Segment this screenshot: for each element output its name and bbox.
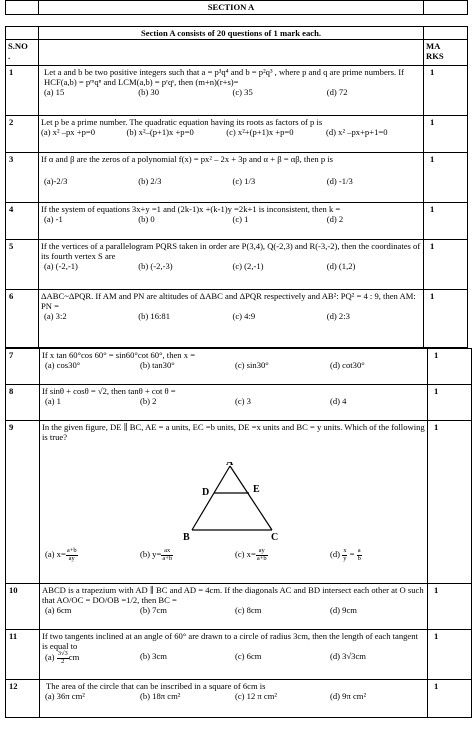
option-a: (a) 6cm (45, 605, 72, 616)
question-number: 7 (6, 349, 40, 385)
question-row (6, 66, 468, 116)
option-a: (a) x² –px +p=0 (41, 127, 96, 138)
option-b: (b) 0 (138, 214, 155, 225)
question-text: If sinθ + cosθ = √2, then tanθ + cot θ = (42, 386, 176, 397)
triangle-figure (42, 462, 425, 540)
section-title: SECTION A (39, 1, 424, 15)
question-text: If the system of equations 3x+y =1 and (2k-1)x +(k-1)y =2k+1 is inconsistent, then k = (41, 204, 341, 215)
option-b: (b) 7cm (140, 605, 167, 616)
fraction: $\frac{a}{b}$ (357, 547, 361, 562)
option-d: (d) 2:3 (326, 311, 350, 322)
question-mark: 1 (424, 240, 468, 290)
question-body (40, 349, 428, 385)
label-b: B (183, 532, 190, 541)
question-row (6, 240, 468, 290)
question-body (40, 630, 428, 680)
option-c: (c) 3 (235, 396, 251, 407)
question-number: 5 (6, 240, 39, 290)
option-c: (c) 8cm (235, 605, 262, 616)
question-number: 3 (6, 153, 39, 203)
question-mark: 1 (424, 116, 468, 153)
option-a: (a) $\frac{3√3}{2}$ cm (45, 650, 80, 665)
question-body (39, 153, 424, 203)
question-row (6, 630, 472, 680)
question-row (6, 203, 468, 240)
question-body (39, 240, 424, 290)
question-text: ΔABC~ΔPQR. If AM and PN are altitudes of ΔABC and ΔPQR respectively and AB²: PQ² = 4 : 9, then AM: PN = (41, 291, 416, 312)
question-number: 2 (6, 116, 39, 153)
question-body (40, 385, 428, 421)
option-b: (b) 2 (140, 396, 157, 407)
option-c: (c) x= $\frac{ay}{a+b}$ (235, 547, 267, 562)
question-row (6, 116, 468, 153)
question-mark: 1 (424, 153, 468, 203)
marks-header: MA RKS (424, 40, 468, 66)
question-number: 8 (6, 385, 40, 421)
question-number: 11 (6, 630, 40, 680)
question-text: The area of the circle that can be inscribed in a square of 6cm is (46, 681, 266, 692)
question-mark: 1 (424, 66, 468, 116)
option-b: (b) tan30° (140, 360, 175, 371)
option-c: (c) 12 π cm² (235, 691, 277, 702)
question-row (6, 680, 472, 718)
question-number: 1 (6, 66, 39, 116)
question-body (40, 680, 428, 718)
label-a: A (226, 462, 234, 469)
fraction: $\frac{ay}{a+b}$ (256, 547, 267, 562)
question-mark: 1 (428, 421, 472, 584)
triangle-diagram (42, 462, 430, 540)
questions-table-bottom (5, 348, 472, 718)
question-mark: 1 (428, 584, 472, 630)
question-number: 6 (6, 290, 39, 348)
fraction: $\frac{3√3}{2}$ (57, 650, 68, 665)
option-c: (c) x²+(p+1)x +p=0 (226, 127, 294, 138)
option-a: (a) x= $\frac{a+b}{ay}$ (45, 547, 77, 562)
option-b: (b) 2/3 (138, 176, 162, 187)
question-row (6, 349, 472, 385)
question-text: If x tan 60°cos 60° = sin60°cot 60°, then x = (42, 350, 196, 361)
option-a: (a) 36π cm² (45, 691, 85, 702)
option-d: (d) 4 (330, 396, 347, 407)
question-text: Let p be a prime number. The quadratic equation having its roots as factors of p is (41, 117, 323, 128)
question-text: If α and β are the zeros of a polynomial f(x) = px² – 2x + 3p and α + β = αβ, then p is (41, 154, 334, 165)
question-mark: 1 (428, 680, 472, 718)
option-c: (c) (2,-1) (232, 261, 264, 272)
option-a: (a)-2/3 (44, 176, 68, 187)
option-d: (d) $\frac{x}{y}$ = $\frac{a}{b}$ (330, 547, 361, 562)
option-b: (b) (-2,-3) (138, 261, 173, 272)
option-d: (d) 72 (326, 87, 348, 98)
question-body (39, 66, 424, 116)
question-row (6, 153, 468, 203)
label-e: E (253, 484, 260, 496)
label-d: D (202, 487, 210, 499)
option-d: (d) x² –px+p+1=0 (326, 127, 388, 138)
question-row (6, 421, 472, 584)
fraction: $\frac{ax}{a+b}$ (162, 547, 173, 562)
option-c: (c) 35 (232, 87, 253, 98)
question-row (6, 290, 468, 348)
fraction: $\frac{x}{y}$ (343, 547, 347, 562)
option-b: (b) 18π cm² (140, 691, 181, 702)
option-c: (c) 6cm (235, 651, 262, 662)
question-mark: 1 (428, 385, 472, 421)
question-body (39, 116, 424, 153)
option-d: (d) 9π cm² (330, 691, 367, 702)
question-mark: 1 (424, 290, 468, 348)
option-c: (c) 1/3 (232, 176, 256, 187)
label-c: C (271, 532, 279, 541)
option-b: (b) 30 (138, 87, 160, 98)
option-a: (a) 3:2 (44, 311, 67, 322)
option-a: (a) (-2,-1) (44, 261, 78, 272)
question-text: In the given figure, DE ∥ BC, AE = a units, EC =b units, DE =x units and BC = y units. Which of the following is true? (42, 422, 425, 443)
question-number: 4 (6, 203, 39, 240)
question-text: Let a and b be two positive integers such that a = p³q⁴ and b = p²q³ , where p and q are prime numbers. If HCF(a,b) = pᵐqⁿ and LCM(a,b) = pʳqˢ, then (m+n)(r+s)= (44, 67, 405, 88)
option-a: (a) 15 (44, 87, 65, 98)
option-c: (c) sin30° (235, 360, 269, 371)
option-b: (b) x²–(p+1)x +p=0 (126, 127, 194, 138)
question-number: 9 (6, 421, 40, 584)
option-c: (c) 1 (232, 214, 249, 225)
questions-table-top (5, 0, 468, 348)
option-a: (a) cos30° (45, 360, 81, 371)
question-row (6, 385, 472, 421)
option-d: (d) 9cm (330, 605, 357, 616)
question-body (39, 203, 424, 240)
sno-header: S.NO . (6, 40, 39, 66)
option-d: (d) 2 (326, 214, 344, 225)
question-text: If the vertices of a parallelogram PQRS taken in order are P(3,4), Q(-2,3) and R(-3,-2), then the coordinates of its fourth vertex S are (41, 241, 421, 262)
option-d: (d) cot30° (330, 360, 365, 371)
question-body (40, 584, 428, 630)
question-number: 12 (6, 680, 40, 718)
section-subtitle: Section A consists of 20 questions of 1 mark each. (39, 27, 424, 40)
question-body (40, 421, 428, 584)
option-b: (b) 3cm (140, 651, 167, 662)
option-c: (c) 4:9 (232, 311, 256, 322)
option-a: (a) 1 (45, 396, 61, 407)
option-b: (b) y= $\frac{ax}{a+b}$ (140, 547, 173, 562)
question-row (6, 584, 472, 630)
question-mark: 1 (428, 630, 472, 680)
question-body (39, 290, 424, 348)
question-mark: 1 (428, 349, 472, 385)
option-d: (d) (1,2) (326, 261, 356, 272)
option-a: (a) -1 (44, 214, 63, 225)
option-d: (d) -1/3 (326, 176, 353, 187)
question-text: If two tangents inclined at an angle of 60° are drawn to a circle of radius 3cm, then the length of each tangent is equal to (42, 631, 418, 652)
fraction: $\frac{a+b}{ay}$ (66, 547, 77, 562)
question-text: ABCD is a trapezium with AD ∥ BC and AD = 4cm. If the diagonals AC and BD intersect each other at O such that AO/OC = DO/OB =1/2, then BC = (42, 585, 424, 606)
option-b: (b) 16:81 (138, 311, 170, 322)
question-number: 10 (6, 584, 40, 630)
side-ab (192, 466, 230, 530)
side-ac (230, 466, 272, 530)
option-d: (d) 3√3cm (330, 651, 366, 662)
question-mark: 1 (424, 203, 468, 240)
